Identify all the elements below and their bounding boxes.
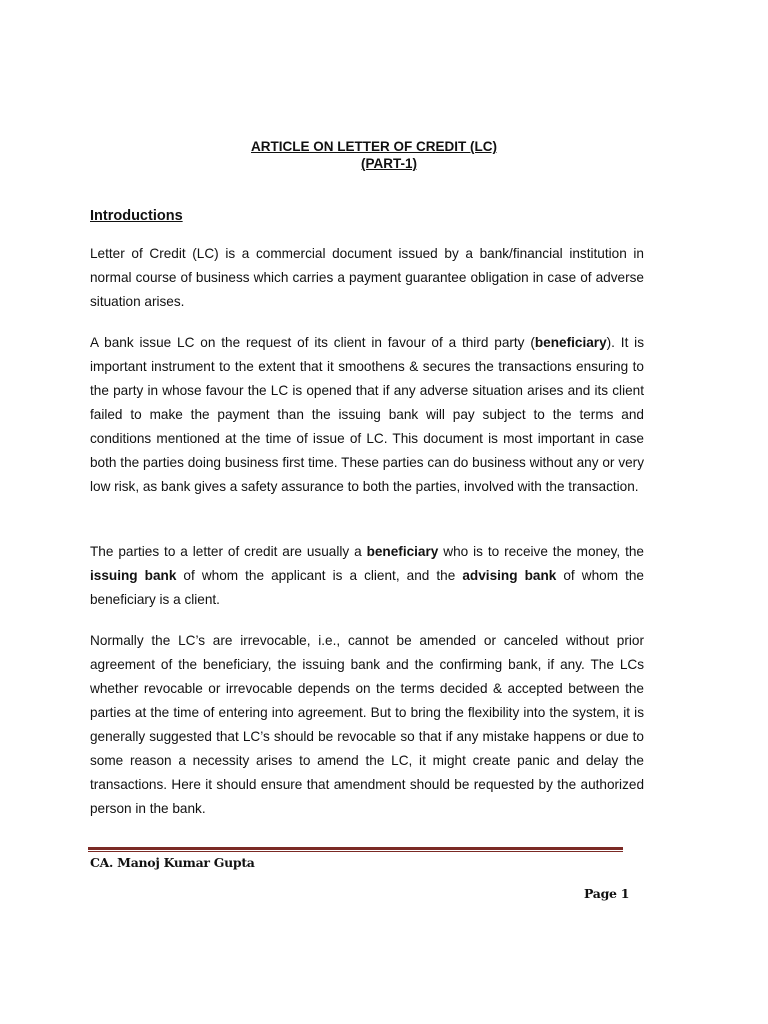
footer-divider (88, 847, 623, 853)
footer-divider-thick (88, 847, 623, 850)
title-line-1: ARTICLE ON LETTER OF CREDIT (LC) (251, 139, 497, 154)
section-heading: Introductions (90, 208, 183, 224)
paragraph-4 (90, 629, 644, 821)
text-run: who is to receive the money, the (438, 544, 644, 559)
footer-author: CA. Manoj Kumar Gupta (90, 855, 255, 870)
document-title (0, 138, 768, 172)
bold-term: beneficiary (534, 335, 607, 350)
bold-term: issuing bank (90, 568, 177, 583)
text-run: of whom the beneficiary is a client. (90, 568, 644, 607)
text-run: Letter of Credit (LC) is a commercial document issued by a bank/financial institution in normal course of business which carries a payment guarantee obligation in case of adverse situation arises. (90, 246, 644, 309)
text-run: ). It is important instrument to the extent that it smoothens & secures the transactions ensuring to the party in whose favour the LC is opened that if any adverse situation arises and its client failed to make the payment than the issuing bank will pay subject to the terms and conditions mentioned at the time of issue of LC. This document is most important in case both the parties doing business first time. These parties can do business without any or very low risk, as bank gives a safety assurance to both the parties, involved with the transaction. (90, 335, 644, 494)
bold-term: advising bank (462, 568, 557, 583)
text-run: A bank issue LC on the request of its client in favour of a third party ( (90, 335, 535, 350)
paragraph-1 (90, 242, 644, 314)
paragraph-2 (90, 331, 644, 499)
title-line-2: (PART-1) (361, 156, 417, 171)
text-run: The parties to a letter of credit are usually a (90, 544, 367, 559)
paragraph-3 (90, 540, 644, 612)
page-number: Page 1 (584, 886, 630, 901)
text-run: Normally the LC’s are irrevocable, i.e., cannot be amended or canceled without prior agreement of the beneficiary, the issuing bank and the confirming bank, if any. The LCs whether revocable or irrevocable depends on the terms decided & accepted between the parties at the time of entering into agreement. But to bring the flexibility into the system, it is generally suggested that LC’s should be revocable so that if any mistake happens or due to some reason a necessity arises to amend the LC, it might create panic and delay the transactions. Here it should ensure that amendment should be requested by the authorized person in the bank. (90, 633, 644, 816)
bold-term: beneficiary (366, 544, 439, 559)
text-run: of whom the applicant is a client, and the (176, 568, 463, 583)
footer-divider-thin (88, 851, 623, 852)
